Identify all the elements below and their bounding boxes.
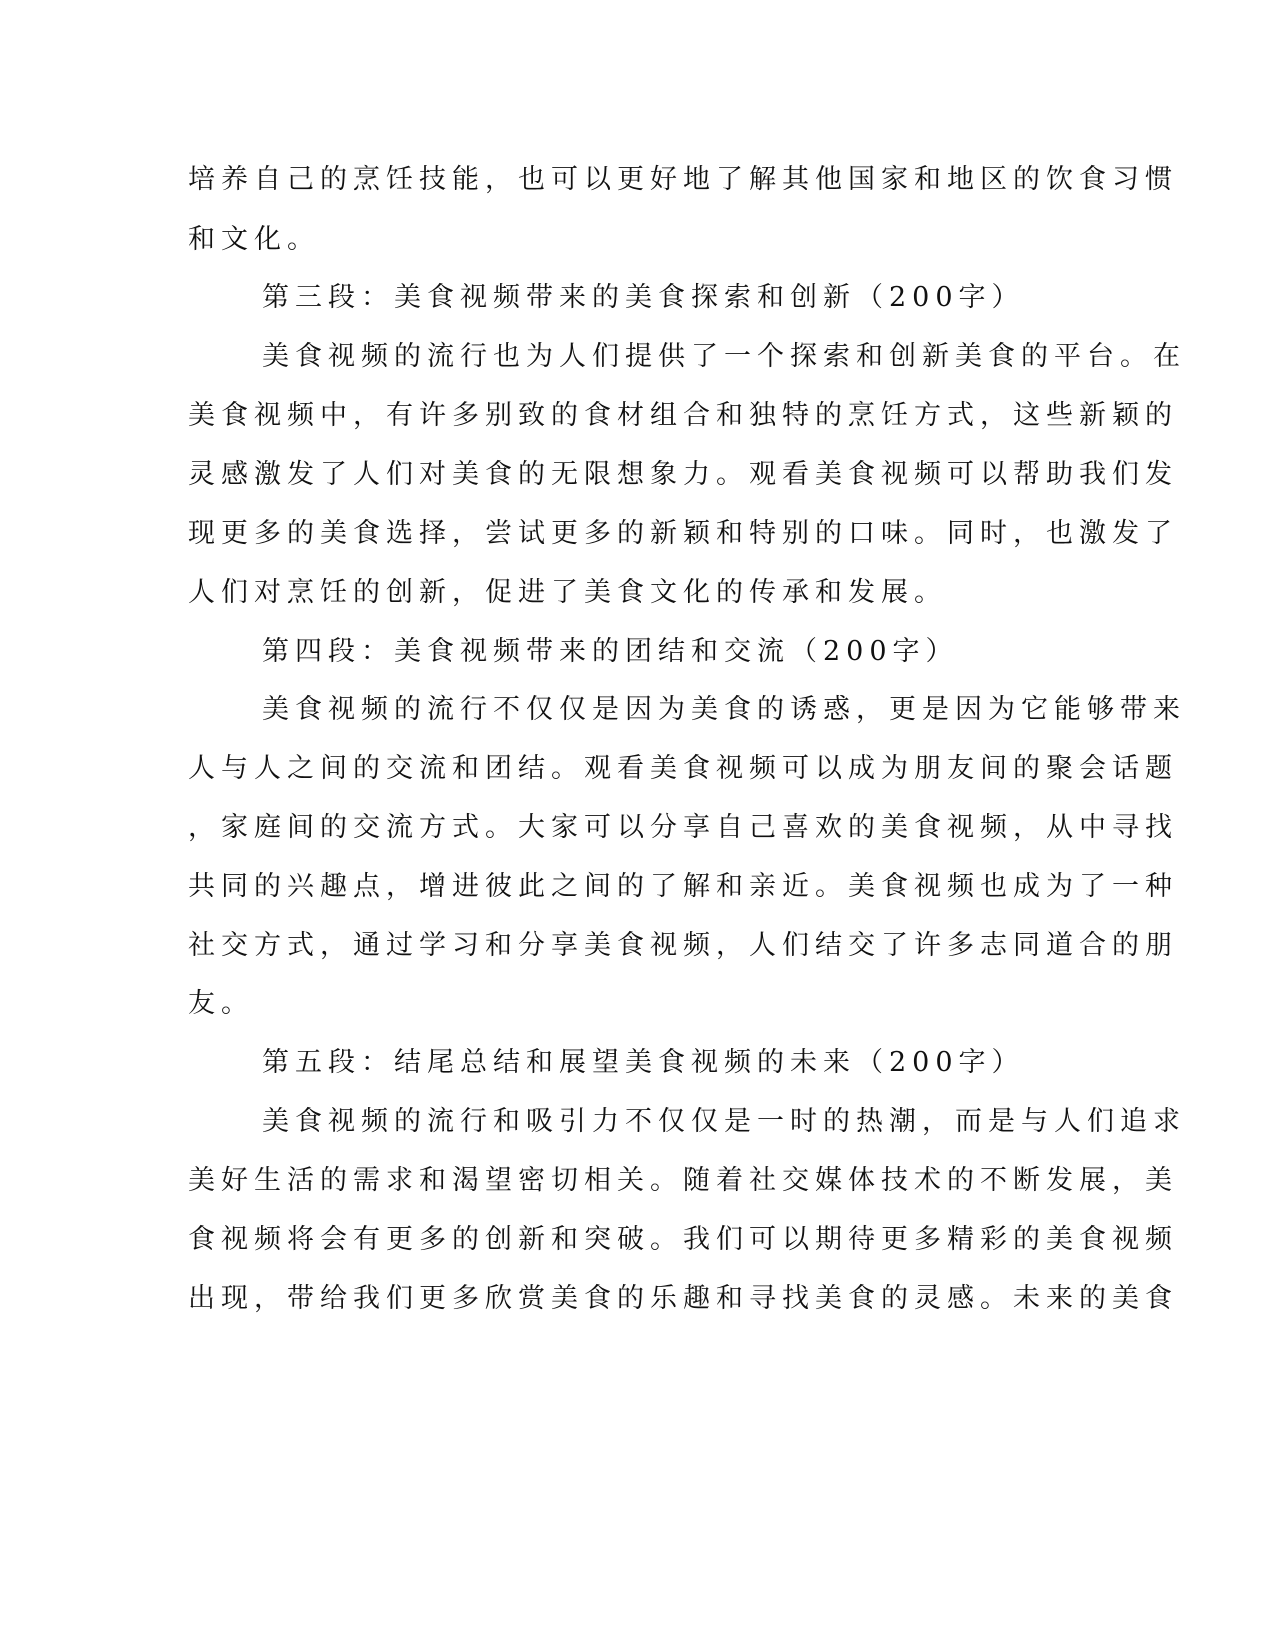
paragraph-line: 出现，带给我们更多欣赏美食的乐趣和寻找美食的灵感。未来的美食 xyxy=(188,1283,1178,1314)
paragraph-line: 美食视频的流行不仅仅是因为美食的诱惑，更是因为它能够带来 xyxy=(262,694,1186,725)
paragraph-line: 美好生活的需求和渴望密切相关。随着社交媒体技术的不断发展，美 xyxy=(188,1165,1178,1196)
paragraph-line: 共同的兴趣点，增进彼此之间的了解和亲近。美食视频也成为了一种 xyxy=(188,871,1178,902)
paragraph-line: 社交方式，通过学习和分享美食视频，人们结交了许多志同道合的朋 xyxy=(188,930,1178,961)
paragraph-line: 灵感激发了人们对美食的无限想象力。观看美食视频可以帮助我们发 xyxy=(188,459,1178,490)
paragraph-line: 现更多的美食选择，尝试更多的新颖和特别的口味。同时，也激发了 xyxy=(188,518,1178,549)
section-heading-5: 第五段：结尾总结和展望美食视频的未来（200字） xyxy=(262,1047,1025,1078)
paragraph-line: 食视频将会有更多的创新和突破。我们可以期待更多精彩的美食视频 xyxy=(188,1224,1178,1255)
paragraph-line: 美食视频中，有许多别致的食材组合和独特的烹饪方式，这些新颖的 xyxy=(188,400,1178,431)
paragraph-line: 友。 xyxy=(188,988,254,1019)
paragraph-line: ，家庭间的交流方式。大家可以分享自己喜欢的美食视频，从中寻找 xyxy=(188,812,1178,843)
section-heading-3: 第三段：美食视频带来的美食探索和创新（200字） xyxy=(262,282,1025,313)
paragraph-line: 美食视频的流行和吸引力不仅仅是一时的热潮，而是与人们追求 xyxy=(262,1106,1186,1137)
section-heading-4: 第四段：美食视频带来的团结和交流（200字） xyxy=(262,636,959,667)
paragraph-line: 人与人之间的交流和团结。观看美食视频可以成为朋友间的聚会话题 xyxy=(188,753,1178,784)
paragraph-line: 培养自己的烹饪技能，也可以更好地了解其他国家和地区的饮食习惯 xyxy=(188,164,1178,195)
paragraph-line: 和文化。 xyxy=(188,224,320,255)
paragraph-line: 美食视频的流行也为人们提供了一个探索和创新美食的平台。在 xyxy=(262,341,1186,372)
paragraph-line: 人们对烹饪的创新，促进了美食文化的传承和发展。 xyxy=(188,577,947,608)
